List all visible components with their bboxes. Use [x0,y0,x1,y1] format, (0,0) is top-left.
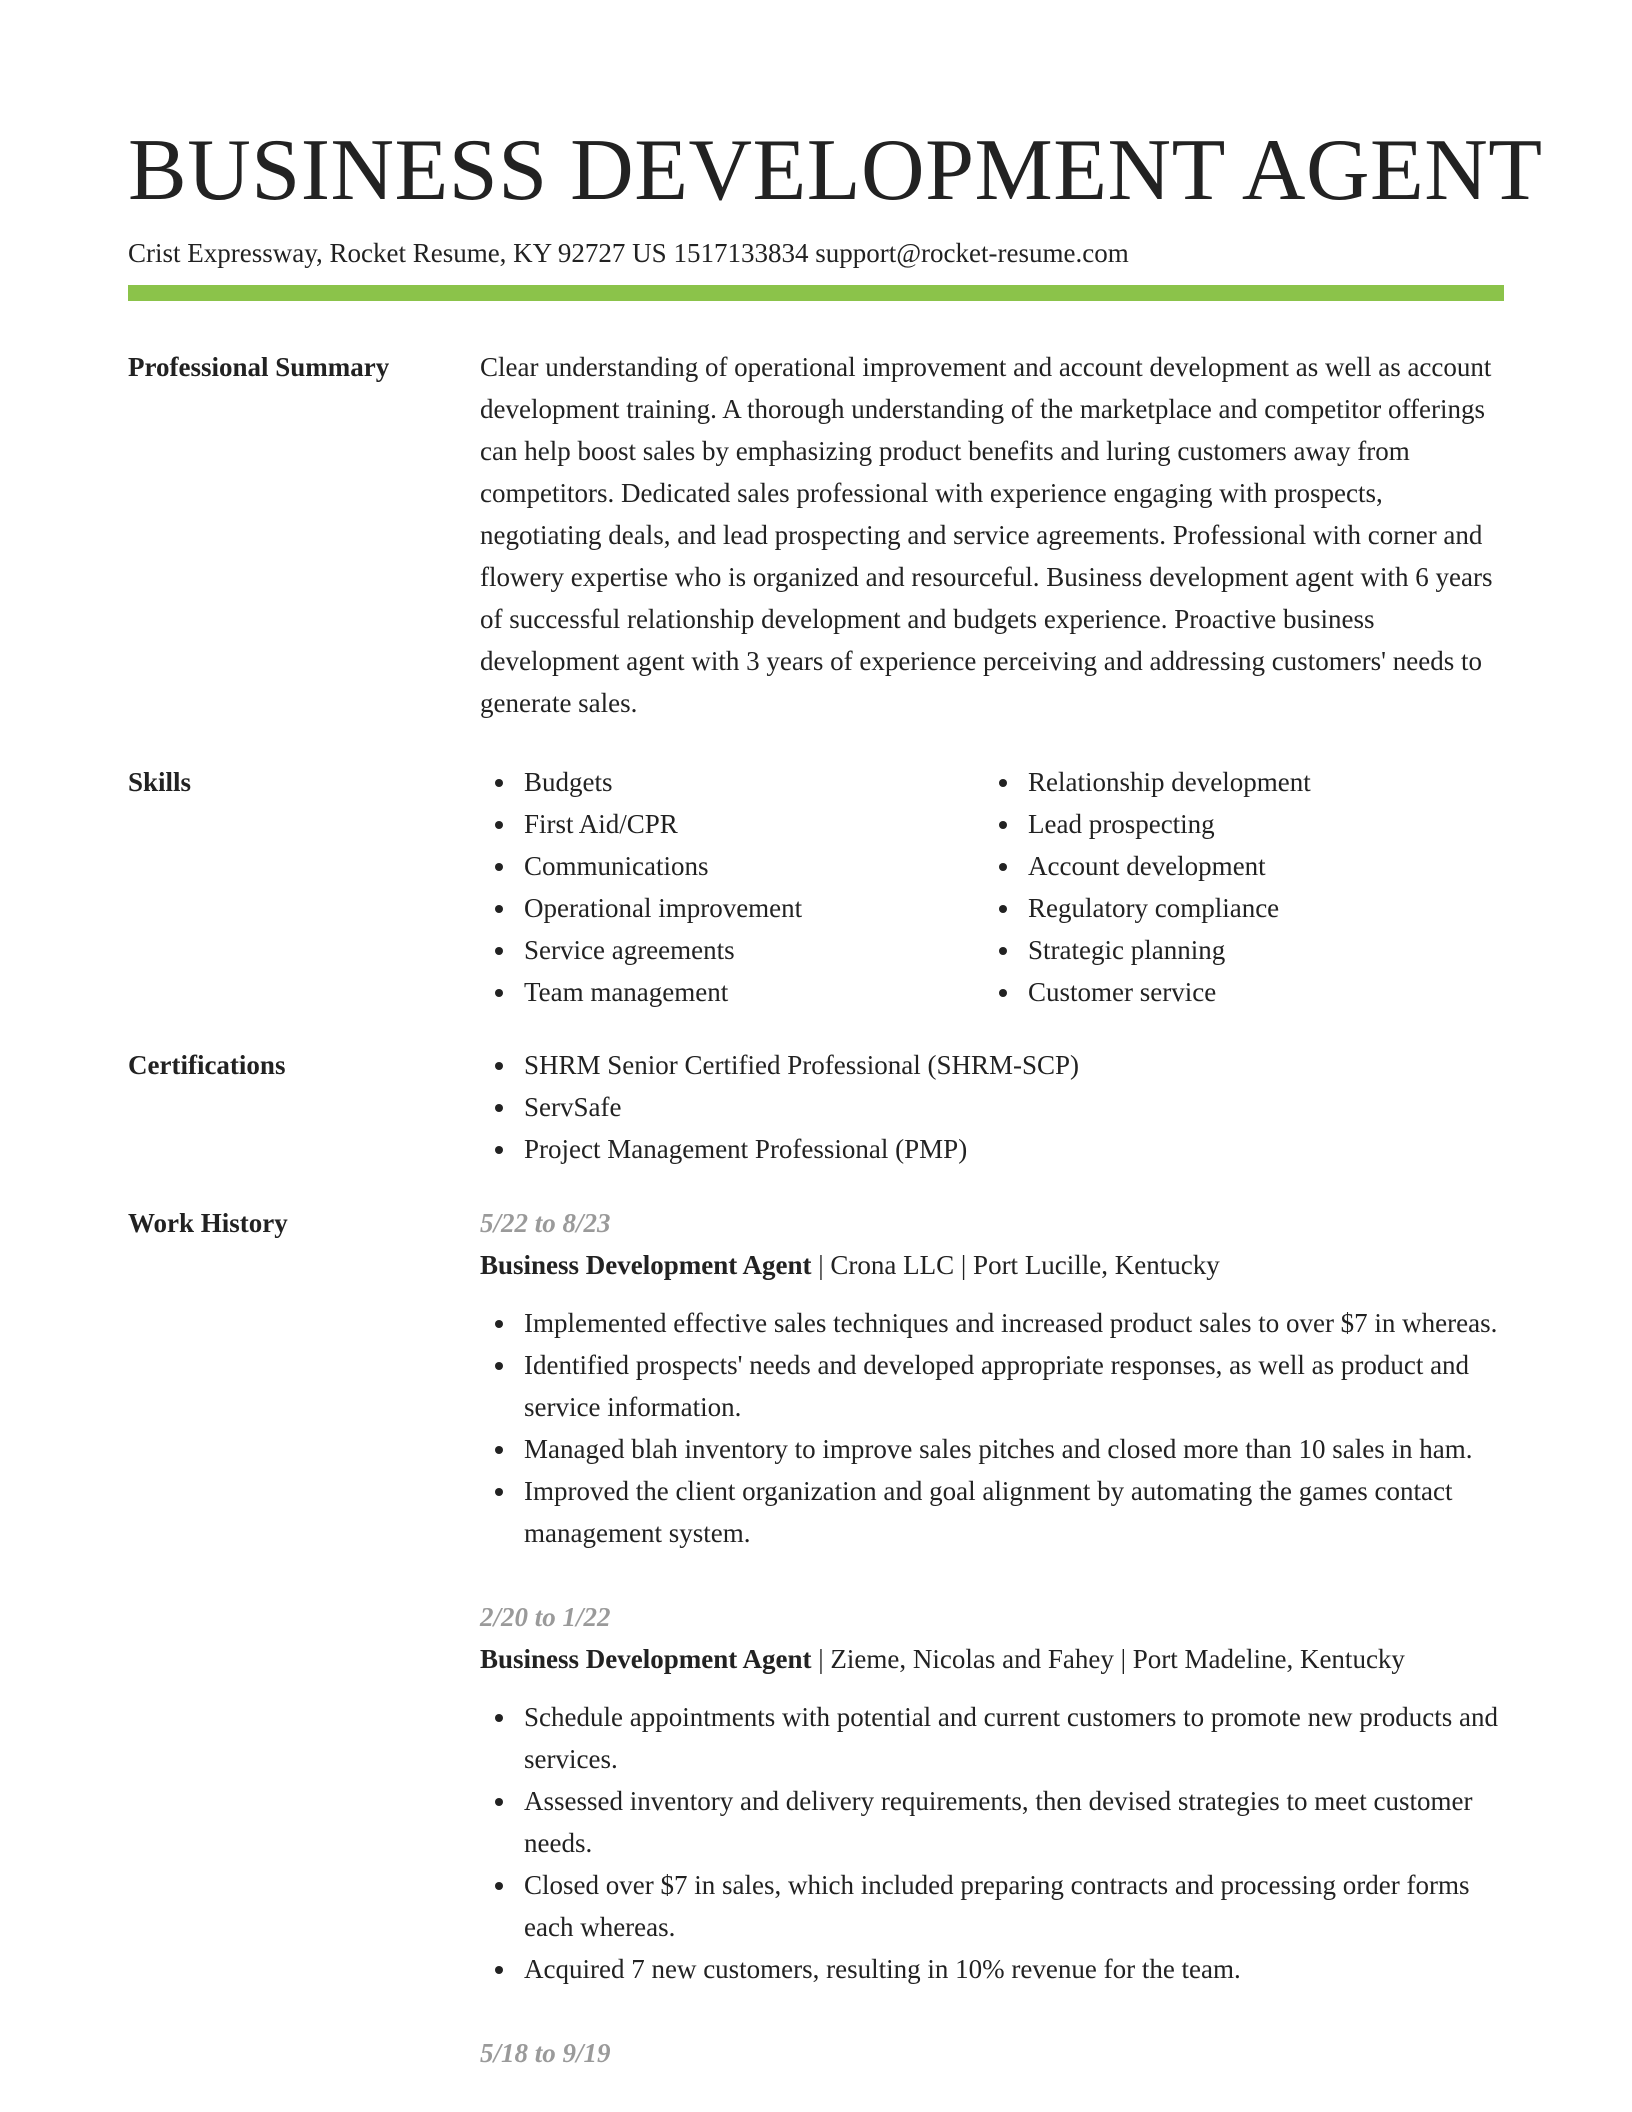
skill-item: Customer service [984,971,1488,1013]
accent-divider [128,285,1504,301]
work-history-heading: Work History [128,1208,288,1238]
resume-header [128,116,1543,273]
certification-item: Project Management Professional (PMP) [480,1128,1504,1170]
skills-list-right [984,761,1488,1013]
job-heading [480,1244,1504,1286]
skill-item: Strategic planning [984,929,1488,971]
skill-item: Operational improvement [480,887,984,929]
job-bullet: Closed over $7 in sales, which included preparing contracts and processing order forms each whereas. [480,1864,1504,1948]
certification-item: ServSafe [480,1086,1504,1128]
certifications-heading: Certifications [128,1050,286,1080]
skill-item: Service agreements [480,929,984,971]
summary-heading: Professional Summary [128,352,390,382]
certifications-list [480,1044,1504,1170]
summary-text: Clear understanding of operational improvement and account development as well as account development training. A thorough understanding of the marketplace and competitor offerings can help boost sales by emphasizing product benefits and luring customers away from competitors. Dedicated sales professional with experience engaging with prospects, negotiating deals, and lead prospecting and service agreements. Professional with corner and flowery expertise who is organized and resourceful. Business development agent with 6 years of successful relationship development and budgets experience. Proactive business development agent with 3 years of experience perceiving and addressing customers' needs to generate sales. [480,352,1493,718]
summary-section [128,346,1504,726]
job-entry [480,1596,1504,1990]
skills-columns [480,761,1504,1013]
skill-item: Relationship development [984,761,1488,803]
skills-section [128,761,1504,1017]
job-bullet: Managed blah inventory to improve sales pitches and closed more than 10 sales in ham. [480,1428,1504,1470]
skill-item: Regulatory compliance [984,887,1488,929]
job-entry [480,2032,1504,2074]
summary-body [480,346,1504,724]
certifications-body [480,1044,1504,1170]
job-title: Business Development Agent [480,1644,812,1674]
certifications-section [128,1044,1504,1174]
job-dates: 5/18 to 9/19 [480,2038,611,2068]
job-details: | Zieme, Nicolas and Fahey | Port Madeline, Kentucky [811,1644,1405,1674]
skills-heading: Skills [128,767,192,797]
job-title: Business Development Agent [480,1250,812,1280]
job-bullets [480,1302,1504,1554]
job-entry [480,1202,1504,1554]
job-bullet: Assessed inventory and delivery requirements, then devised strategies to meet customer needs. [480,1780,1504,1864]
job-details: | Crona LLC | Port Lucille, Kentucky [811,1250,1220,1280]
skills-list-left [480,761,984,1013]
skill-item: First Aid/CPR [480,803,984,845]
job-bullet: Identified prospects' needs and developed appropriate responses, as well as product and service information. [480,1344,1504,1428]
skill-item: Lead prospecting [984,803,1488,845]
skill-item: Communications [480,845,984,887]
job-bullet: Improved the client organization and goal alignment by automating the games contact management system. [480,1470,1504,1554]
work-history-section [128,1202,1504,2112]
job-bullets [480,1696,1504,1990]
job-dates: 5/22 to 8/23 [480,1208,611,1238]
skill-item: Account development [984,845,1488,887]
skills-body [480,761,1504,1013]
job-bullet: Implemented effective sales techniques and increased product sales to over $7 in whereas. [480,1302,1504,1344]
job-heading [480,1638,1504,1680]
work-history-body [480,1202,1504,2074]
job-bullet: Schedule appointments with potential and current customers to promote new products and services. [480,1696,1504,1780]
certification-item: SHRM Senior Certified Professional (SHRM-SCP) [480,1044,1504,1086]
job-bullet: Acquired 7 new customers, resulting in 10% revenue for the team. [480,1948,1504,1990]
contact-line: Crist Expressway, Rocket Resume, KY 92727 US 1517133834 support@rocket-resume.com [128,238,1129,268]
skill-item: Budgets [480,761,984,803]
skill-item: Team management [480,971,984,1013]
job-dates: 2/20 to 1/22 [480,1602,611,1632]
candidate-name: BUSINESS DEVELOPMENT AGENT [128,122,1543,219]
